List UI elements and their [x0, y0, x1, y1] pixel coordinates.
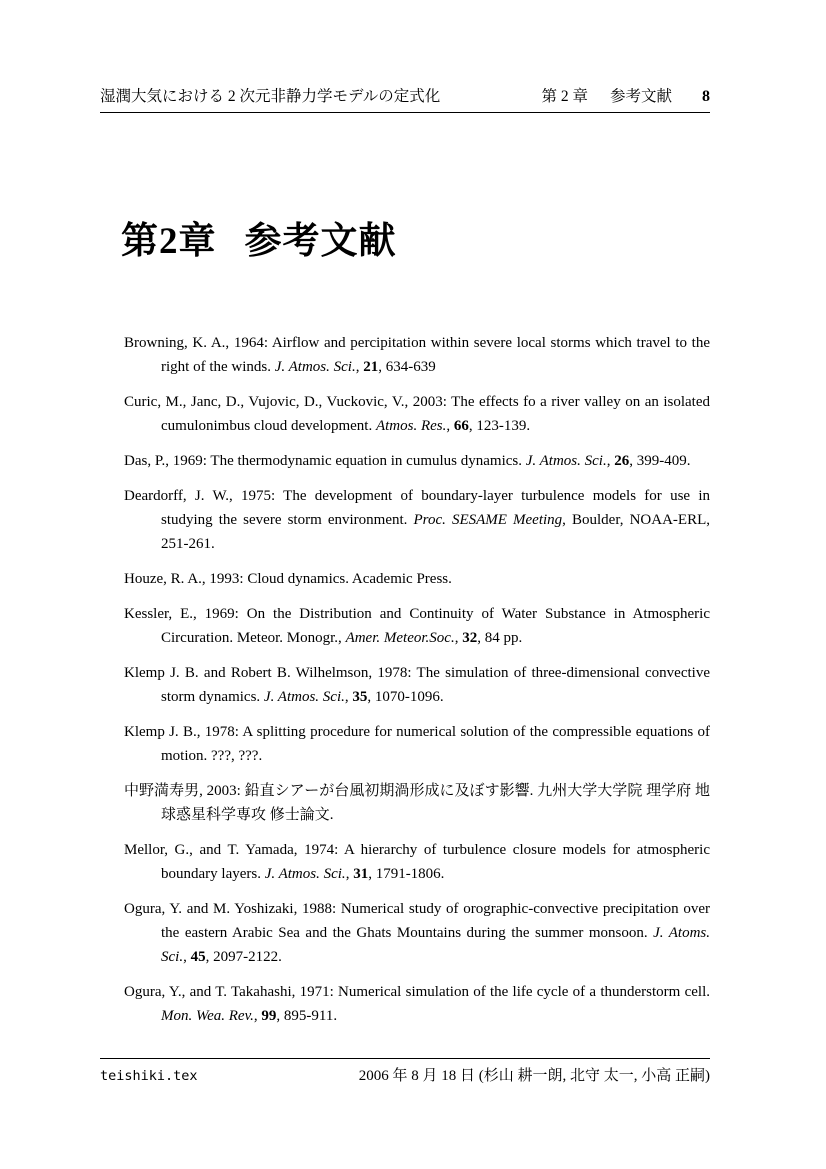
reference-entry: [100, 484, 710, 556]
reference-segment-normal: ,: [446, 418, 454, 434]
reference-segment-normal: Kessler, E., 1969: On the Distribution and Continuity of Water Substance in Atmospheric Circuration. Meteor. Monogr.,: [124, 606, 710, 646]
footer-filename: teishiki.tex: [100, 1068, 198, 1084]
reference-segment-italic: J. Atmos. Sci.: [263, 689, 345, 705]
reference-segment-normal: Das, P., 1969: The thermodynamic equation in cumulus dynamics.: [124, 453, 526, 469]
reference-segment-normal: Ogura, Y. and M. Yoshizaki, 1988: Numerical study of orographic-convective precipitation over the eastern Arabic Sea and the Ghats Mountains during the summer monsoon.: [124, 901, 710, 941]
reference-segment-normal: Mellor, G., and T. Yamada, 1974: A hierarchy of turbulence closure models for atmospheric boundary layers.: [124, 842, 710, 882]
reference-entry: [100, 390, 710, 438]
reference-segment-bold: 66: [453, 418, 469, 434]
reference-segment-normal: ,: [183, 949, 191, 965]
footer-date-authors: 2006 年 8 月 18 日 (杉山 耕一朗, 北守 太一, 小高 正嗣): [358, 1068, 710, 1084]
reference-segment-bold: 21: [363, 359, 379, 375]
header-chapter-number: 第 2 章: [541, 88, 588, 105]
reference-entry: [100, 661, 710, 709]
reference-segment-bold: 31: [353, 866, 369, 882]
reference-segment-normal: ,: [606, 453, 615, 469]
reference-segment-italic: J. Atmos. Sci.: [264, 866, 346, 882]
reference-segment-normal: , 1791-1806.: [368, 866, 445, 882]
reference-segment-italic: Atmos. Res.: [375, 418, 447, 434]
reference-segment-italic: Amer. Meteor.Soc.: [345, 630, 455, 646]
reference-segment-bold: 32: [462, 630, 478, 646]
reference-segment-normal: Browning, K. A., 1964: Airflow and percipitation within severe local storms which travel to the right of the winds.: [124, 335, 710, 375]
header-chapter-title: 参考文献: [609, 88, 672, 105]
reference-segment-bold: 99: [261, 1008, 277, 1024]
header-running-title: 湿潤大気における 2 次元非静力学モデルの定式化: [100, 88, 441, 105]
reference-segment-italic: Proc. SESAME Meeting: [413, 512, 563, 528]
reference-entry: [100, 602, 710, 650]
chapter-heading-title: 参考文献: [244, 221, 397, 262]
chapter-heading: [121, 210, 397, 264]
chapter-heading-number: 第2章: [121, 221, 217, 262]
reference-segment-normal: , 2097-2122.: [205, 949, 282, 965]
reference-segment-normal: ,: [344, 689, 353, 705]
page-footer: [100, 1058, 710, 1085]
reference-segment-italic: Mon. Wea. Rev.: [161, 1008, 254, 1024]
reference-segment-normal: , 123-139.: [468, 418, 531, 434]
reference-entry: [100, 331, 710, 379]
reference-segment-normal: ,: [253, 1008, 262, 1024]
reference-segment-italic: J. Atmos. Sci.: [274, 359, 356, 375]
reference-segment-normal: , 84 pp.: [477, 630, 523, 646]
reference-segment-normal: , 895-911.: [276, 1008, 338, 1024]
reference-segment-normal: Klemp J. B., 1978: A splitting procedure for numerical solution of the compressible equations of motion. ???, ???.: [124, 724, 710, 764]
reference-entry: [100, 838, 710, 886]
reference-segment-normal: ,: [454, 630, 463, 646]
reference-segment-bold: 26: [614, 453, 630, 469]
reference-entry: [100, 779, 710, 827]
reference-segment-normal: ,: [345, 866, 354, 882]
reference-entry: [100, 980, 710, 1028]
reference-segment-bold: 45: [190, 949, 206, 965]
reference-segment-normal: , 1070-1096.: [367, 689, 444, 705]
reference-segment-normal: Ogura, Y., and T. Takahashi, 1971: Numerical simulation of the life cycle of a thunderstorm cell.: [124, 984, 710, 1000]
reference-entry: [100, 567, 710, 591]
page-header: [100, 84, 710, 113]
reference-entry: [100, 449, 710, 473]
reference-segment-normal: 中野満寿男, 2003: 鉛直シアーが台風初期渦形成に及ぼす影響. 九州大学大学院 理学府 地球惑星科学専攻 修士論文.: [124, 783, 710, 823]
reference-entry: [100, 720, 710, 768]
reference-segment-normal: ,: [355, 359, 364, 375]
reference-entry: [100, 897, 710, 969]
reference-segment-normal: , 399-409.: [629, 453, 691, 469]
reference-segment-normal: , 634-639: [378, 359, 436, 375]
reference-segment-normal: Klemp J. B. and Robert B. Wilhelmson, 1978: The simulation of three-dimensional convective storm dynamics.: [124, 665, 710, 705]
references-list: [100, 331, 710, 1039]
reference-segment-normal: Deardorff, J. W., 1975: The development of boundary-layer turbulence models for use in studying the severe storm environment.: [124, 488, 710, 528]
reference-segment-normal: Houze, R. A., 1993: Cloud dynamics. Academic Press.: [124, 571, 452, 587]
reference-segment-bold: 35: [352, 689, 368, 705]
reference-segment-italic: J. Atmos. Sci.: [525, 453, 607, 469]
reference-segment-normal: , Boulder, NOAA-ERL, 251-261.: [161, 512, 710, 552]
header-page-number: 8: [702, 88, 710, 105]
reference-segment-italic: J. Atoms. Sci.: [161, 925, 710, 965]
reference-segment-normal: Curic, M., Janc, D., Vujovic, D., Vuckovic, V., 2003: The effects fo a river valley on an isolated cumulonimbus cloud development.: [124, 394, 710, 434]
